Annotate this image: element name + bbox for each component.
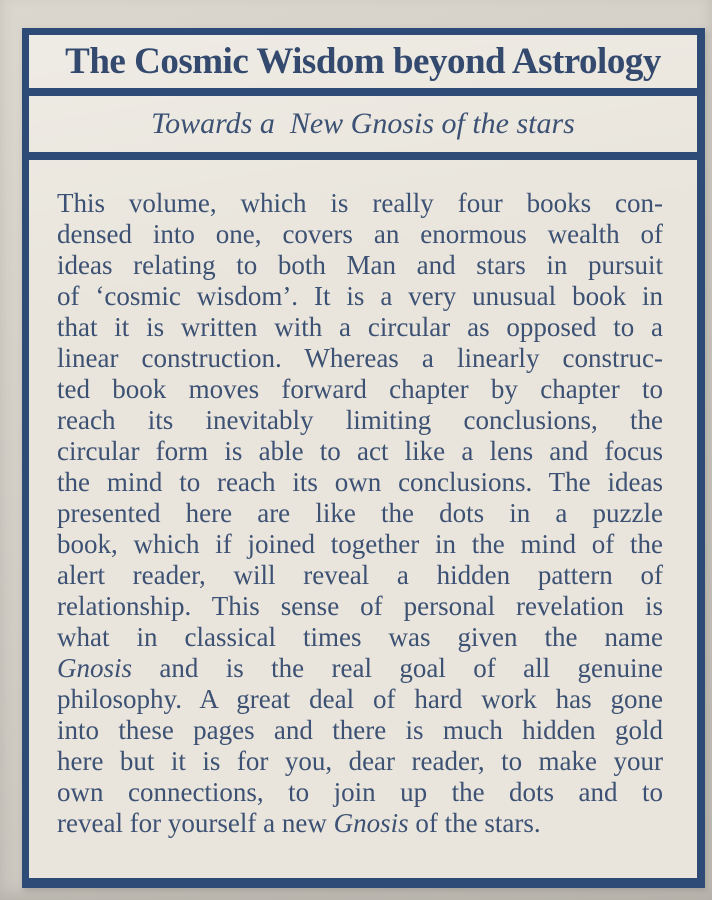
title-box (29, 35, 697, 88)
body-line (57, 467, 663, 498)
body-line (57, 715, 663, 746)
body-line (57, 746, 663, 777)
body-line (57, 374, 663, 405)
body-segment: the mind to reach its own conclusions. The ideas (57, 467, 663, 497)
divider (29, 88, 697, 96)
body-line (57, 312, 663, 343)
cover-frame (22, 28, 705, 888)
body-line (57, 405, 663, 436)
body-text (29, 160, 697, 878)
body-segment: densed into one, covers an enormous wealth of (57, 219, 663, 249)
body-line (57, 777, 663, 808)
subtitle: Towards a New Gnosis of the stars (151, 107, 575, 140)
body-segment: what in classical times was given the name (57, 622, 663, 652)
body-line (57, 281, 663, 312)
body-segment: reach its inevitably limiting conclusions, the (57, 405, 663, 435)
body-line (57, 591, 663, 622)
body-line (57, 653, 663, 684)
body-line (57, 219, 663, 250)
body-line (57, 343, 663, 374)
body-segment: ted book moves forward chapter by chapter to (57, 374, 663, 404)
divider (29, 152, 697, 160)
body-line (57, 684, 663, 715)
body-segment-italic: Gnosis (57, 653, 133, 683)
body-segment: of ‘cosmic wisdom’. It is a very unusual book in (57, 281, 663, 311)
body-line (57, 622, 663, 653)
body-line (57, 250, 663, 281)
body-line (57, 808, 663, 839)
body-line (57, 529, 663, 560)
subtitle-box (29, 96, 697, 152)
body-segment: and is the real goal of all genuine (132, 653, 663, 683)
body-segment: relationship. This sense of personal revelation is (57, 591, 663, 621)
body-segment: that it is written with a circular as opposed to a (57, 312, 663, 342)
body-segment: here but it is for you, dear reader, to make your (57, 746, 663, 776)
body-segment-italic: Gnosis (333, 808, 409, 838)
body-segment: linear construction. Whereas a linearly construc- (57, 343, 663, 373)
body-segment: presented here are like the dots in a puzzle (57, 498, 663, 528)
body-segment: book, which if joined together in the mind of the (57, 529, 663, 559)
body-segment: philosophy. A great deal of hard work has gone (57, 684, 663, 714)
page-title: The Cosmic Wisdom beyond Astrology (65, 41, 661, 82)
body-line (57, 436, 663, 467)
body-segment: circular form is able to act like a lens and focus (57, 436, 663, 466)
body-segment: reveal for yourself a new (57, 808, 334, 838)
body-segment: own connections, to join up the dots and to (57, 777, 663, 807)
body-line (57, 498, 663, 529)
body-line (57, 188, 663, 219)
body-segment: into these pages and there is much hidden gold (57, 715, 663, 745)
body-segment: of the stars. (408, 808, 541, 838)
body-segment: alert reader, will reveal a hidden pattern of (57, 560, 663, 590)
body-segment: This volume, which is really four books con- (57, 188, 663, 218)
body-line (57, 560, 663, 591)
body-segment: ideas relating to both Man and stars in pursuit (57, 250, 663, 280)
